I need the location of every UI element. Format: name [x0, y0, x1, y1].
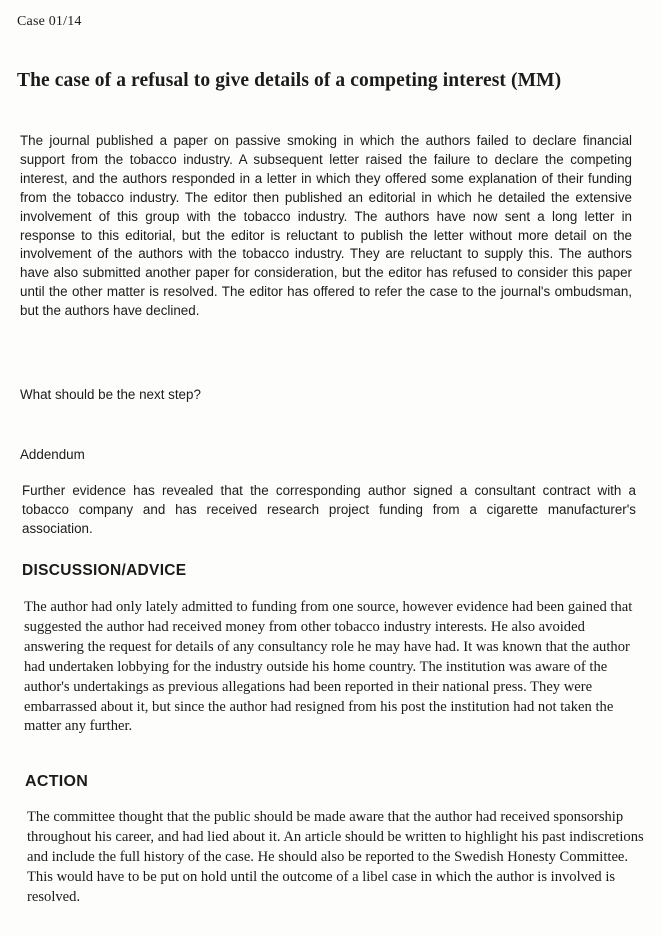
case-id: Case 01/14 — [17, 14, 82, 29]
discussion-text: The author had only lately admitted to funding from one source, however evidence had been gained that suggested the author had received money from other tobacco industry interests. He also avoided answering the request for details of any consultancy role he may have had. It was known that the author had undertaken lobbying for the industry outside his home country. The institution was aware of the author's undertakings as previous allegations had been reported in their national press. They were embarrassed about it, but since the author had resigned from his post the institution had not taken the matter any further. — [24, 599, 633, 735]
action-heading: ACTION — [25, 773, 89, 790]
addendum-text: Further evidence has revealed that the corresponding author signed a consultant contract with a tobacco company and has received research project funding from a cigarette manufacturer's association. — [22, 483, 636, 536]
action-text: The committee thought that the public should be made aware that the author had received sponsorship throughout his career, and had lied about it. An article should be written to highlight his past indiscretions and include the full history of the case. He should also be reported to the Swedish Honesty Committee. This would have to be put on hold until the outcome of a libel case in which the author is involved is resolved. — [27, 809, 644, 905]
page-title: The case of a refusal to give details of a competing interest (MM) — [17, 70, 562, 91]
discussion-heading: DISCUSSION/ADVICE — [22, 562, 187, 579]
case-description: The journal published a paper on passive smoking in which the authors failed to declare financial support from the tobacco industry. A subsequent letter raised the failure to declare the competing interest, and the authors responded in a letter in which they offered some explanation of their funding from the tobacco industry. The editor then published an editorial in which he detailed the extensive involvement of this group with the tobacco industry. The authors have now sent a long letter in response to this editorial, but the editor is reluctant to publish the letter without more detail on the involvement of the authors with the tobacco industry. They are reluctant to supply this. The authors have also submitted another paper for consideration, but the editor has refused to consider this paper until the other matter is resolved. The editor has offered to refer the case to the journal's ombudsman, but the authors have declined. — [20, 133, 632, 319]
addendum-label: Addendum — [20, 447, 85, 462]
case-question: What should be the next step? — [20, 387, 201, 402]
